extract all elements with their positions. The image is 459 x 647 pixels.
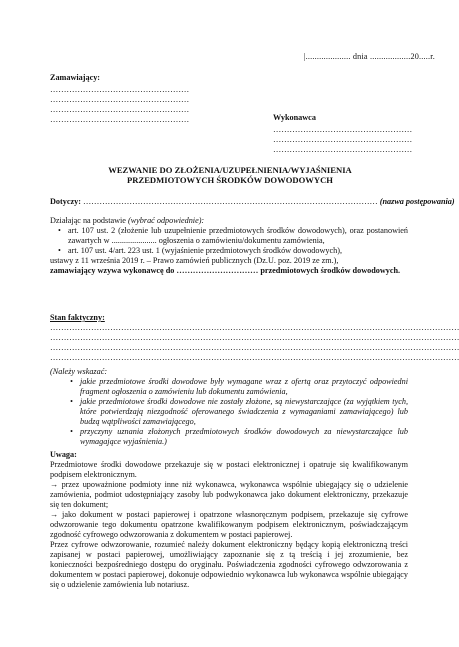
zamawiajacy-line: ……………………………………………	[50, 85, 190, 94]
basis-intro-italic: (wybrać odpowiednie):	[127, 216, 205, 225]
basis-request: zamawiający wzywa wykonawcę do ………………………… przedmiotowych środków dowodowych.	[50, 266, 401, 275]
basis-item-text: art. 107 ust. 2 (złożenie lub uzupełnienie przedmiotowych środków dowodowych), oraz postanowień zawartych w ...................... ogłoszenia o zamówieniu/dokumentu zamówienia,	[68, 226, 408, 245]
stan-hint-item-text: jakie przedmiotowe środki dowodowe nie zostały złożone, są niewystarczające (za wyjątkiem tych, które potwierdzają niezgodność oferowanego świadczenia z wymaganiami zamawiającego) lub budzą wątpliwości zamawiającego,	[80, 397, 408, 426]
stan-hint-item-text: przyczyny uznania złożonych przedmiotowych środków dowodowych za niewystarczające lub wymagające wyjaśnienia.)	[80, 427, 408, 446]
basis-item-text: art. 107 ust. 4/art. 223 ust. 1 (wyjaśnienie przedmiotowych środków dowodowych),	[68, 246, 343, 255]
dotyczy-note: (nazwa postępowania)	[377, 197, 455, 206]
basis-statute: ustawy z 11 września 2019 r. – Prawo zamówień publicznych (Dz.U. poz. 2019 ze zm.),	[50, 256, 339, 265]
basis-item	[56, 226, 408, 246]
uwaga-paragraph: → jako dokument w postaci papierowej i opatrzone własnoręcznym podpisem, przekazuje się cyfrowe odwzorowanie tego dokumentu opatrzone kwalifikowanym podpisem elektronicznym, poświadczającym zgodność cyfrowego odwzorowania z dokumentem w postaci papierowej.	[50, 510, 408, 539]
zamawiajacy-line: ……………………………………………	[50, 95, 190, 104]
dotyczy-label: Dotyczy:	[50, 197, 81, 206]
place-date-line: |.................... dnia ..................20.....r.	[303, 52, 435, 61]
bullet-icon: •	[58, 226, 61, 235]
stan-hint-item	[68, 397, 408, 427]
uwaga-paragraph: Przez cyfrowe odwzorowanie, rozumieć należy dokument elektroniczny będący kopią elektroniczną treści zapisanej w postaci papierowej, umożliwiający zapoznanie się z tą treścią i jej zrozumienie, bez konieczności bezpośredniego dostępu do oryginału. Poświadczenia zgodności cyfrowego odwzorowania z dokumentem w postaci papierowej, dokonuje odpowiednio wykonawca lub wykonawca wspólnie ubiegający się o udzielenie zamówienia lub notariusz.	[50, 540, 408, 589]
basis-list	[56, 226, 408, 256]
stan-hint-item	[68, 377, 408, 397]
wykonawca-label: Wykonawca	[273, 113, 316, 122]
stan-hint: (Należy wskazać:	[50, 367, 108, 376]
stan-line: ……………………………………………………………………………………………………………………………………	[50, 343, 459, 352]
bullet-icon: •	[58, 246, 61, 255]
stan-faktyczny-section	[50, 313, 459, 447]
wykonawca-line: ……………………………………………	[273, 135, 413, 144]
stan-hint-list	[68, 377, 408, 447]
title-line: PRZEDMIOTOWYCH ŚRODKÓW DOWODOWYCH	[127, 175, 333, 185]
title-line: WEZWANIE DO ZŁOŻENIA/UZUPEŁNIENIA/WYJAŚNIENIA	[108, 165, 352, 175]
uwaga-label: Uwaga:	[50, 450, 77, 459]
bullet-icon: •	[70, 377, 73, 386]
uwaga-paragraph: Przedmiotowe środki dowodowe przekazuje się w postaci elektronicznej i opatruje się kwalifikowanym podpisem elektronicznym.	[50, 460, 408, 479]
wykonawca-block	[273, 125, 413, 155]
stan-hint-item-text: jakie przedmiotowe środki dowodowe były wymagane wraz z ofertą oraz przytoczyć odpowiedni fragment ogłoszenia o zamówieniu lub dokumentu zamówienia,	[80, 377, 408, 396]
zamawiajacy-block	[50, 85, 190, 125]
wykonawca-line: ……………………………………………	[273, 145, 413, 154]
basis-intro-text: Działając na podstawie	[50, 216, 128, 225]
stan-line: ……………………………………………………………………………………………………………………………………	[50, 333, 459, 342]
dotyczy-line	[50, 197, 455, 207]
stan-hint-item	[68, 427, 408, 447]
zamawiajacy-line: ……………………………………………	[50, 115, 190, 124]
basis-section	[50, 216, 408, 276]
basis-intro	[50, 216, 408, 226]
wykonawca-line: ……………………………………………	[273, 125, 413, 134]
basis-item	[56, 246, 408, 256]
stan-lines	[50, 323, 459, 363]
stan-line: ……………………………………………………………………………………………………………………………………	[50, 353, 459, 362]
document-title	[50, 165, 410, 185]
zamawiajacy-label: Zamawiający:	[50, 73, 101, 82]
dotyczy-dots: ………………………………………………………………………………………………	[80, 197, 378, 206]
bullet-icon: •	[70, 427, 73, 436]
zamawiajacy-line: ……………………………………………	[50, 105, 190, 114]
uwaga-section	[50, 450, 408, 590]
stan-line: ……………………………………………………………………………………………………………………………………	[50, 323, 459, 332]
uwaga-paragraph: → przez upoważnione podmioty inne niż wykonawca, wykonawca wspólnie ubiegający się o udzielenie zamówienia, podmiot udostępniający zasoby lub podwykonawca jako dokument elektroniczny, przekazuje się ten dokument;	[50, 480, 408, 509]
stan-faktyczny-label: Stan faktyczny:	[50, 313, 105, 322]
bullet-icon: •	[70, 397, 73, 406]
